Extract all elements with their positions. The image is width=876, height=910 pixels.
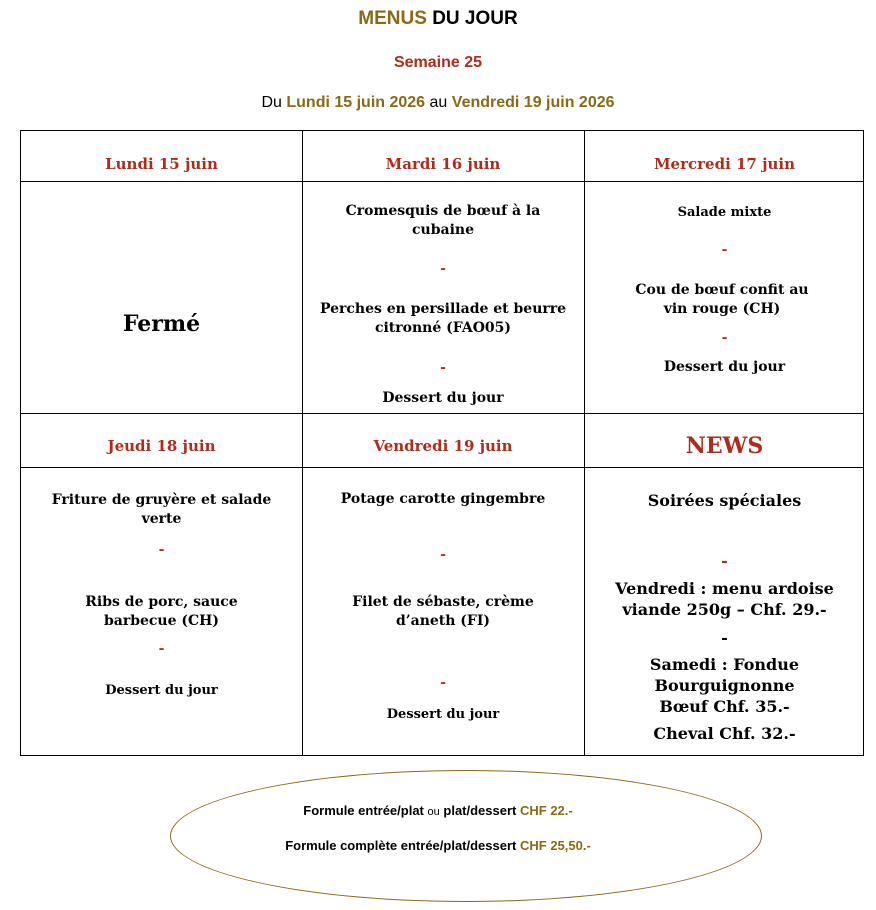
row-divider — [21, 181, 863, 182]
title-part1: MENUS — [358, 8, 427, 29]
title-part2: DU JOUR — [432, 8, 518, 29]
thu-separator-2: - — [158, 641, 165, 657]
fri-main: Filet de sébaste, crème d’aneth (FI) — [352, 594, 534, 629]
fri-separator-1: - — [440, 547, 446, 563]
news-title: NEWS — [685, 433, 764, 459]
row-divider — [21, 413, 863, 414]
news-saturday-line2: Bourguignonne — [654, 676, 795, 695]
tue-separator-1: - — [440, 261, 446, 277]
range-prefix: Du — [261, 94, 282, 111]
menu-table — [20, 130, 864, 756]
tue-starter: Cromesquis de bœuf à la cubaine — [345, 203, 541, 238]
formula-2-price: CHF 25,50.- — [520, 838, 591, 853]
news-friday-line1: Vendredi : menu ardoise — [615, 579, 834, 598]
range-to: Vendredi 19 juin 2026 — [451, 94, 615, 111]
thu-main: Ribs de porc, sauce barbecue (CH) — [85, 594, 238, 629]
thu-separator-1: - — [158, 542, 165, 558]
wed-main: Cou de bœuf confit au vin rouge (CH) — [635, 282, 809, 317]
tue-main: Perches en persillade et beurre citronné (FAO05) — [319, 301, 567, 336]
formula-1-price: CHF 22.- — [520, 803, 573, 818]
week-label: Semaine 25 — [393, 54, 483, 71]
tue-separator-2: - — [440, 360, 446, 376]
day-header-wed: Mercredi 17 juin — [653, 155, 796, 173]
fri-starter: Potage carotte gingembre — [340, 491, 546, 507]
news-saturday-line4: Cheval Chf. 32.- — [653, 724, 796, 743]
day-header-thu: Jeudi 18 juin — [107, 437, 216, 455]
news-separator-1: - — [721, 551, 728, 570]
news-separator-2: - — [721, 628, 728, 647]
formula-line-1 — [0, 803, 876, 818]
day-header-tue: Mardi 16 juin — [385, 155, 501, 173]
wed-separator-1: - — [721, 242, 728, 258]
date-range — [0, 94, 876, 112]
formula-2-text: Formule complète entrée/plat/dessert — [285, 838, 517, 853]
thu-starter: Friture de gruyère et salade verte — [51, 492, 272, 527]
news-friday-line2: viande 250g – Chf. 29.- — [622, 600, 827, 619]
fri-separator-2: - — [440, 675, 446, 691]
closed-label: Fermé — [122, 311, 201, 337]
formula-1-or: ou — [427, 806, 440, 818]
wed-starter: Salade mixte — [677, 205, 772, 220]
page-title — [0, 8, 876, 30]
wed-separator-2: - — [721, 330, 728, 346]
day-header-fri: Vendredi 19 juin — [373, 437, 513, 455]
tue-dessert: Dessert du jour — [382, 390, 504, 406]
range-from: Lundi 15 juin 2026 — [286, 94, 426, 111]
news-saturday-line1: Samedi : Fondue — [649, 655, 800, 674]
formula-1-text-a: Formule entrée/plat — [303, 803, 424, 818]
news-heading: Soirées spéciales — [647, 491, 802, 510]
day-header-mon: Lundi 15 juin — [105, 155, 218, 173]
formula-oval — [170, 770, 762, 902]
formula-line-2 — [0, 838, 876, 853]
thu-dessert: Dessert du jour — [105, 683, 218, 698]
row-divider — [21, 467, 863, 468]
fri-dessert: Dessert du jour — [386, 707, 500, 722]
range-mid: au — [429, 94, 448, 111]
news-saturday-line3: Bœuf Chf. 35.- — [659, 697, 790, 716]
wed-dessert: Dessert du jour — [663, 359, 786, 375]
formula-1-text-b: plat/dessert — [443, 803, 517, 818]
